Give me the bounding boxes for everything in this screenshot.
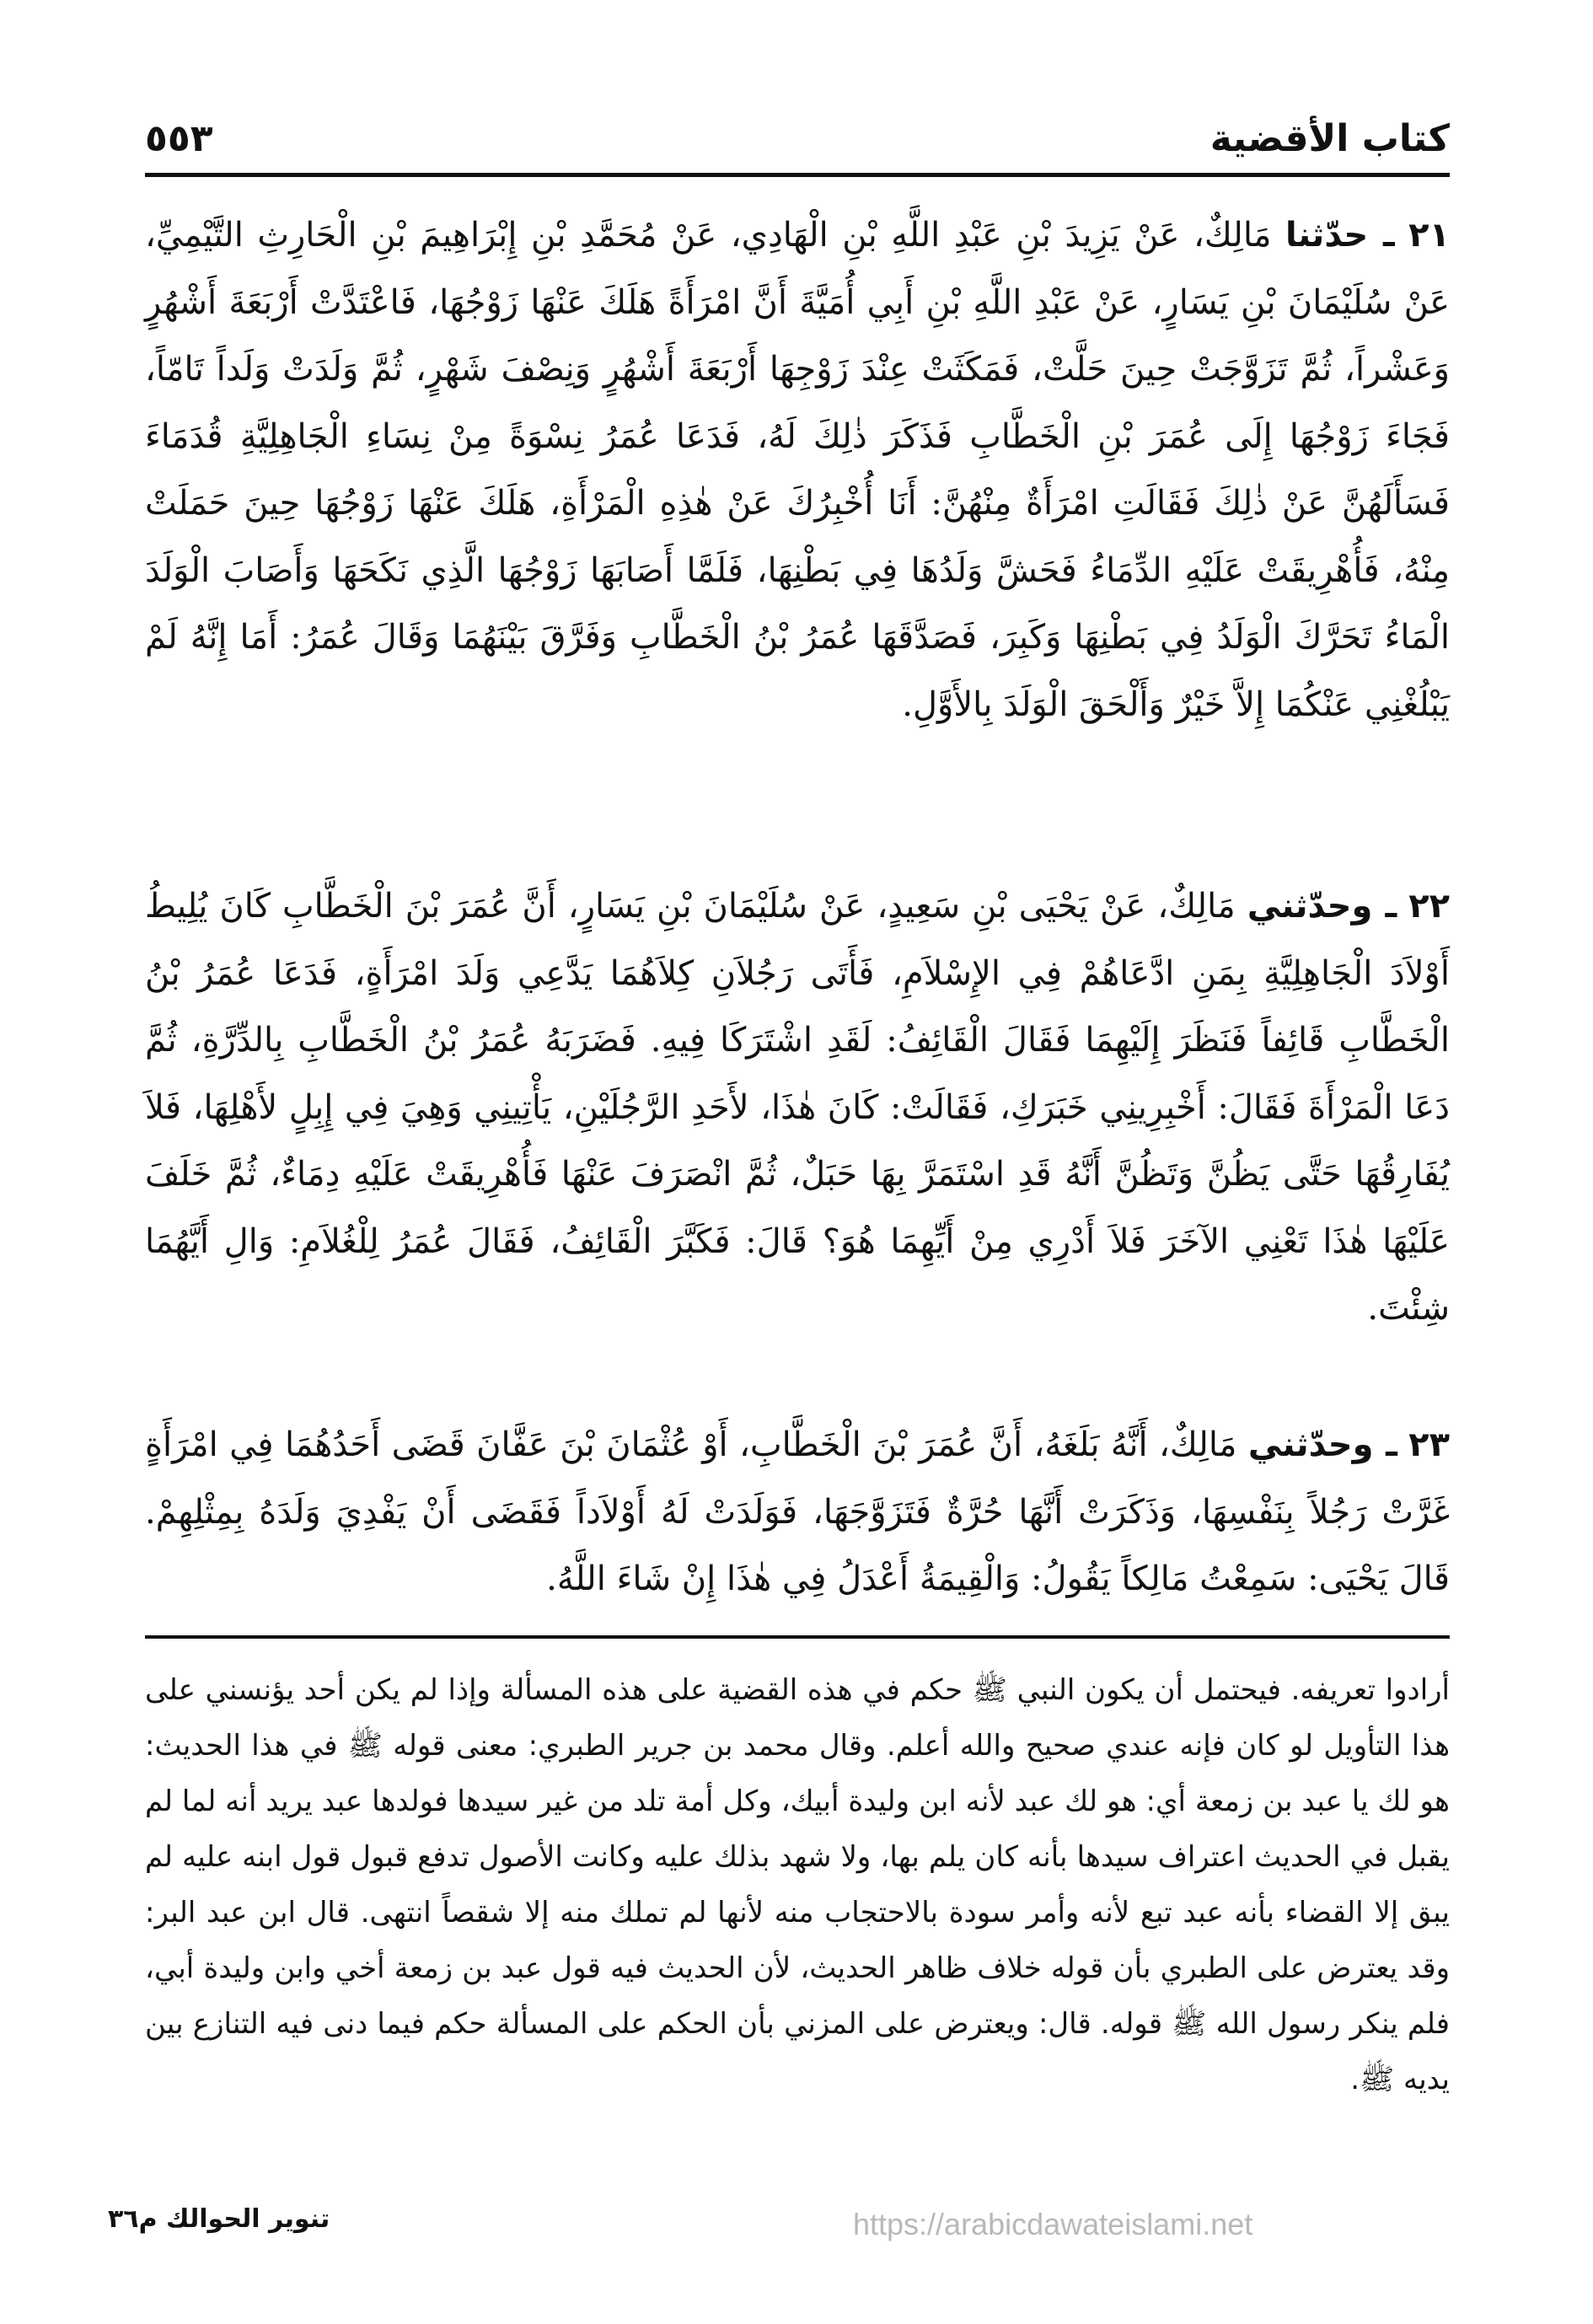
page-header (145, 114, 1450, 181)
hadith-text: مَالِكٌ، عَنْ يَحْيَى بْنِ سَعِيدٍ، عَنْ سُلَيْمَانَ بْنِ يَسَارٍ، أَنَّ عُمَرَ بْنَ الْخَطَّابِ كَانَ يُلِيطُ أَوْلاَدَ الْجَاهِلِيَّةِ بِمَنِ ادَّعَاهُمْ فِي الإِسْلاَمِ، فَأَتَى رَجُلاَنِ كِلاَهُمَا يَدَّعِي وَلَدَ امْرَأَةٍ، فَدَعَا عُمَرُ بْنُ الْخَطَّابِ قَائِفاً فَنَظَرَ إِلَيْهِمَا فَقَالَ الْقَائِفُ: لَقَدِ اشْتَرَكَا فِيهِ. فَضَرَبَهُ عُمَرُ بْنُ الْخَطَّابِ بِالدِّرَّةِ، ثُمَّ دَعَا الْمَرْأَةَ فَقَالَ: أَخْبِرِينِي خَبَرَكِ، فَقَالَتْ: كَانَ هٰذَا، لأَحَدِ الرَّجُلَيْنِ، يَأْتِينِي وَهِيَ فِي إِبِلٍ لأَهْلِهَا، فَلاَ يُفَارِقُهَا حَتَّى يَظُنَّ وَتَظُنَّ أَنَّهُ قَدِ اسْتَمَرَّ بِهَا حَبَلٌ، ثُمَّ انْصَرَفَ عَنْهَا فَأُهْرِيقَتْ عَلَيْهِ دِمَاءٌ، ثُمَّ خَلَفَ عَلَيْهَا هٰذَا تَعْنِي الآخَرَ فَلاَ أَدْرِي مِنْ أَيِّهِمَا هُوَ؟ قَالَ: فَكَبَّرَ الْقَائِفُ، فَقَالَ عُمَرُ لِلْغُلاَمِ: وَالِ أَيَّهُمَا شِئْتَ. (145, 887, 1450, 1328)
footnotes (145, 1662, 1450, 2107)
hadith-number: ٢٢ (1408, 887, 1451, 926)
hadith-intro: ـ حدّثنا (1285, 216, 1395, 255)
hadith-22 (145, 873, 1450, 1343)
hadith-text: مَالِكٌ، أَنَّهُ بَلَغَهُ، أَنَّ عُمَرَ بْنَ الْخَطَّابِ، أَوْ عُثْمَانَ بْنَ عَفَّانَ قَضَى أَحَدُهُمَا فِي امْرَأَةٍ غَرَّتْ رَجُلاً بِنَفْسِهَا، وَذَكَرَتْ أَنَّهَا حُرَّةٌ فَتَزَوَّجَهَا، فَوَلَدَتْ لَهُ أَوْلاَداً فَقَضَى أَنْ يَفْدِيَ وَلَدَهُ بِمِثْلِهِمْ. قَالَ يَحْيَى: سَمِعْتُ مَالِكاً يَقُولُ: وَالْقِيمَةُ أَعْدَلُ فِي هٰذَا إِنْ شَاءَ اللَّهُ. (145, 1425, 1450, 1598)
page-number: ٥٥٣ (145, 117, 213, 160)
hadith-intro: ـ وحدّثني (1247, 1425, 1397, 1464)
header-divider (145, 173, 1450, 177)
running-title: كتاب الأقضية (1210, 117, 1450, 160)
hadith-number: ٢٣ (1408, 1425, 1450, 1464)
footnote-text: أرادوا تعريفه. فيحتمل أن يكون النبي ﷺ حكم في هذه القضية على هذه المسألة وإذا لم يكن أحد يؤنسني على هذا التأويل لو كان فإنه عندي صحيح والله أعلم. وقال محمد بن جرير الطبري: معنى قوله ﷺ في هذا الحديث: هو لك يا عبد بن زمعة أي: هو لك عبد لأنه ابن وليدة أبيك، وكل أمة تلد من غير سيدها فولدها عبد يريد أنه لما لم يقبل في الحديث اعتراف سيدها بأنه كان يلم بها، ولا شهد بذلك عليه وكانت الأصول تدفع قبول قول ابنه عليه لم يبق إلا القضاء بأنه عبد تبع لأنه وأمر سودة بالاحتجاب منه لأنها لم تملك منه إلا شقصاً انتهى. قال ابن عبد البر: وقد يعترض على الطبري بأن قوله خلاف ظاهر الحديث، لأن الحديث فيه قول عبد بن زمعة أخي وابن وليدة أبي، فلم ينكر رسول الله ﷺ قوله. قال: ويعترض على المزني بأن الحكم على المسألة حكم فيما دنى فيه التنازع بين يديه ﷺ. (145, 1673, 1450, 2096)
book-signature: تنوير الحوالك م٣٦ (108, 2204, 330, 2234)
hadith-number: ٢١ (1408, 216, 1450, 255)
watermark-url: https://arabicdawateislami.net (853, 2207, 1253, 2241)
footnote-divider (145, 1635, 1450, 1639)
hadith-intro: ـ وحدّثني (1247, 887, 1397, 926)
hadith-23 (145, 1412, 1450, 1613)
hadith-text: مَالِكٌ، عَنْ يَزِيدَ بْنِ عَبْدِ اللَّهِ بْنِ الْهَادِي، عَنْ مُحَمَّدِ بْنِ إِبْرَاهِيمَ بْنِ الْحَارِثِ التَّيْمِيِّ، عَنْ سُلَيْمَانَ بْنِ يَسَارٍ، عَنْ عَبْدِ اللَّهِ بْنِ أَبِي أُمَيَّةَ أَنَّ امْرَأَةً هَلَكَ عَنْهَا زَوْجُهَا، فَاعْتَدَّتْ أَرْبَعَةَ أَشْهُرٍ وَعَشْراً، ثُمَّ تَزَوَّجَتْ حِينَ حَلَّتْ، فَمَكَثَتْ عِنْدَ زَوْجِهَا أَرْبَعَةَ أَشْهُرٍ وَنِصْفَ شَهْرٍ، ثُمَّ وَلَدَتْ وَلَداً تَامّاً، فَجَاءَ زَوْجُهَا إِلَى عُمَرَ بْنِ الْخَطَّابِ فَذَكَرَ ذٰلِكَ لَهُ، فَدَعَا عُمَرُ نِسْوَةً مِنْ نِسَاءِ الْجَاهِلِيَّةِ قُدَمَاءَ فَسَأَلَهُنَّ عَنْ ذٰلِكَ فَقَالَتِ امْرَأَةٌ مِنْهُنَّ: أَنَا أُخْبِرُكَ عَنْ هٰذِهِ الْمَرْأَةِ، هَلَكَ عَنْهَا زَوْجُهَا حِينَ حَمَلَتْ مِنْهُ، فَأُهْرِيقَتْ عَلَيْهِ الدِّمَاءُ فَحَشَّ وَلَدُهَا فِي بَطْنِهَا، فَلَمَّا أَصَابَهَا زَوْجُهَا الَّذِي نَكَحَهَا وَأَصَابَ الْوَلَدَ الْمَاءُ تَحَرَّكَ الْوَلَدُ فِي بَطْنِهَا وَكَبِرَ، فَصَدَّقَهَا عُمَرُ بْنُ الْخَطَّابِ وَفَرَّقَ بَيْنَهُمَا وَقَالَ عُمَرُ: أَمَا إِنَّهُ لَمْ يَبْلُغْنِي عَنْكُمَا إِلاَّ خَيْرٌ وَأَلْحَقَ الْوَلَدَ بِالأَوَّلِ. (145, 216, 1451, 724)
hadith-21 (145, 202, 1450, 738)
